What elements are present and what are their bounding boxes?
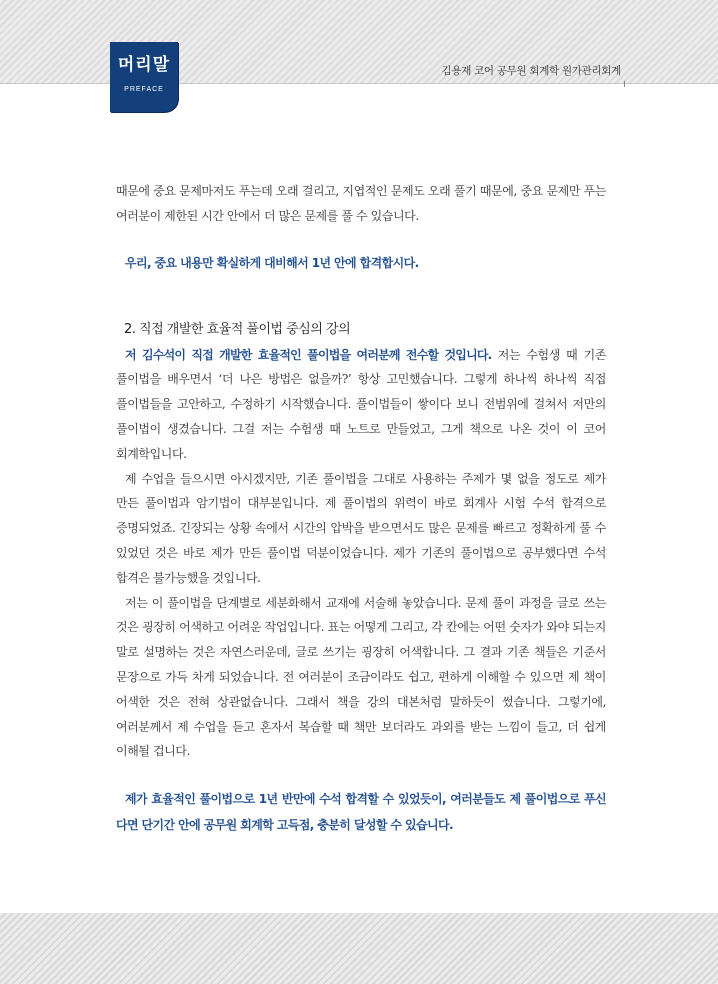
paragraph-1 (116, 343, 606, 467)
badge-subtitle: PREFACE (124, 86, 164, 93)
header-divider (0, 83, 718, 84)
callout-efficient-method: 제가 효율적인 풀이법으로 1년 반만에 수석 합격할 수 있었듯이, 여러분들도 제 풀이법으로 푸신다면 단기간 안에 공무원 회계학 고득점, 충분히 달성할 수 있습니다. (116, 792, 606, 833)
paragraph-1-text: 저는 수험생 때 기존 풀이법을 배우면서 ‘더 나은 방법은 없을까?’ 항상 고민했습니다. 그렇게 하나씩 하나씩 직접 풀이법들을 고안하고, 수정하기 시작했습니다. 풀이법들이 쌓이다 보니 전범위에 걸쳐서 저만의 풀이법이 생겼습니다. 그걸 저는 수험생 때 노트로 만들었고, 그게 책으로 나온 것이 이 코어 회계학입니다. (116, 347, 606, 461)
footer-band (0, 913, 718, 984)
badge-title: 머리말 (117, 55, 171, 75)
page-body (116, 179, 606, 838)
paragraph-1-highlight: 저 김수석이 직접 개발한 효율적인 풀이법을 여러분께 전수할 것입니다. (125, 347, 492, 362)
callout-pass-in-one-year: 우리, 중요 내용만 확실하게 대비해서 1년 안에 합격합시다. (125, 255, 419, 270)
preface-badge (110, 42, 178, 112)
section-heading: 2. 직접 개발한 효율적 풀이법 중심의 강의 (124, 321, 351, 337)
intro-paragraph: 때문에 중요 문제마저도 푸는데 오래 걸리고, 지엽적인 문제도 오래 풀기 때문에, 중요 문제만 푸는 여러분이 제한된 시간 안에서 더 많은 문제를 풀 수 있습니다. (116, 184, 606, 223)
paragraph-2: 제 수업을 들으시면 아시겠지만, 기존 풀이법을 그대로 사용하는 주제가 몇 없을 정도로 제가 만든 풀이법과 암기법이 대부분입니다. 제 풀이법의 위력이 바로 회계사 시험 수석 합격으로 증명되었죠. 긴장되는 상황 속에서 시간의 압박을 받으면서도 많은 문제를 빠르고 정확하게 풀 수 있었던 것은 바로 제가 만든 풀이법 덕분이었습니다. 제가 기존의 풀이법으로 공부했다면 수석 합격은 불가능했을 것입니다. (116, 471, 606, 585)
crop-mark (624, 81, 625, 87)
paragraph-3: 저는 이 풀이법을 단계별로 세분화해서 교재에 서술해 놓았습니다. 문제 풀이 과정을 글로 쓰는 것은 굉장히 어색하고 어려운 작업입니다. 표는 어떻게 그리고, 각 칸에는 어떤 숫자가 와야 되는지 말로 설명하는 것은 자연스러운데, 글로 쓰기는 굉장히 어색합니다. 그 결과 기존 책들은 기준서 문장으로 가득 차게 되었습니다. 전 여러분이 조금이라도 쉽고, 편하게 이해할 수 있으면 제 책이 어색한 것은 전혀 상관없습니다. 그래서 책을 강의 대본처럼 말하듯이 썼습니다. 그렇기에, 여러분께서 제 수업을 듣고 혼자서 복습할 때 책만 보더라도 과외를 받는 느낌이 들고, 더 쉽게 이해될 겁니다. (116, 595, 606, 759)
running-header-title: 김용재 코어 공무원 회계학 원가관리회계 (441, 65, 621, 77)
